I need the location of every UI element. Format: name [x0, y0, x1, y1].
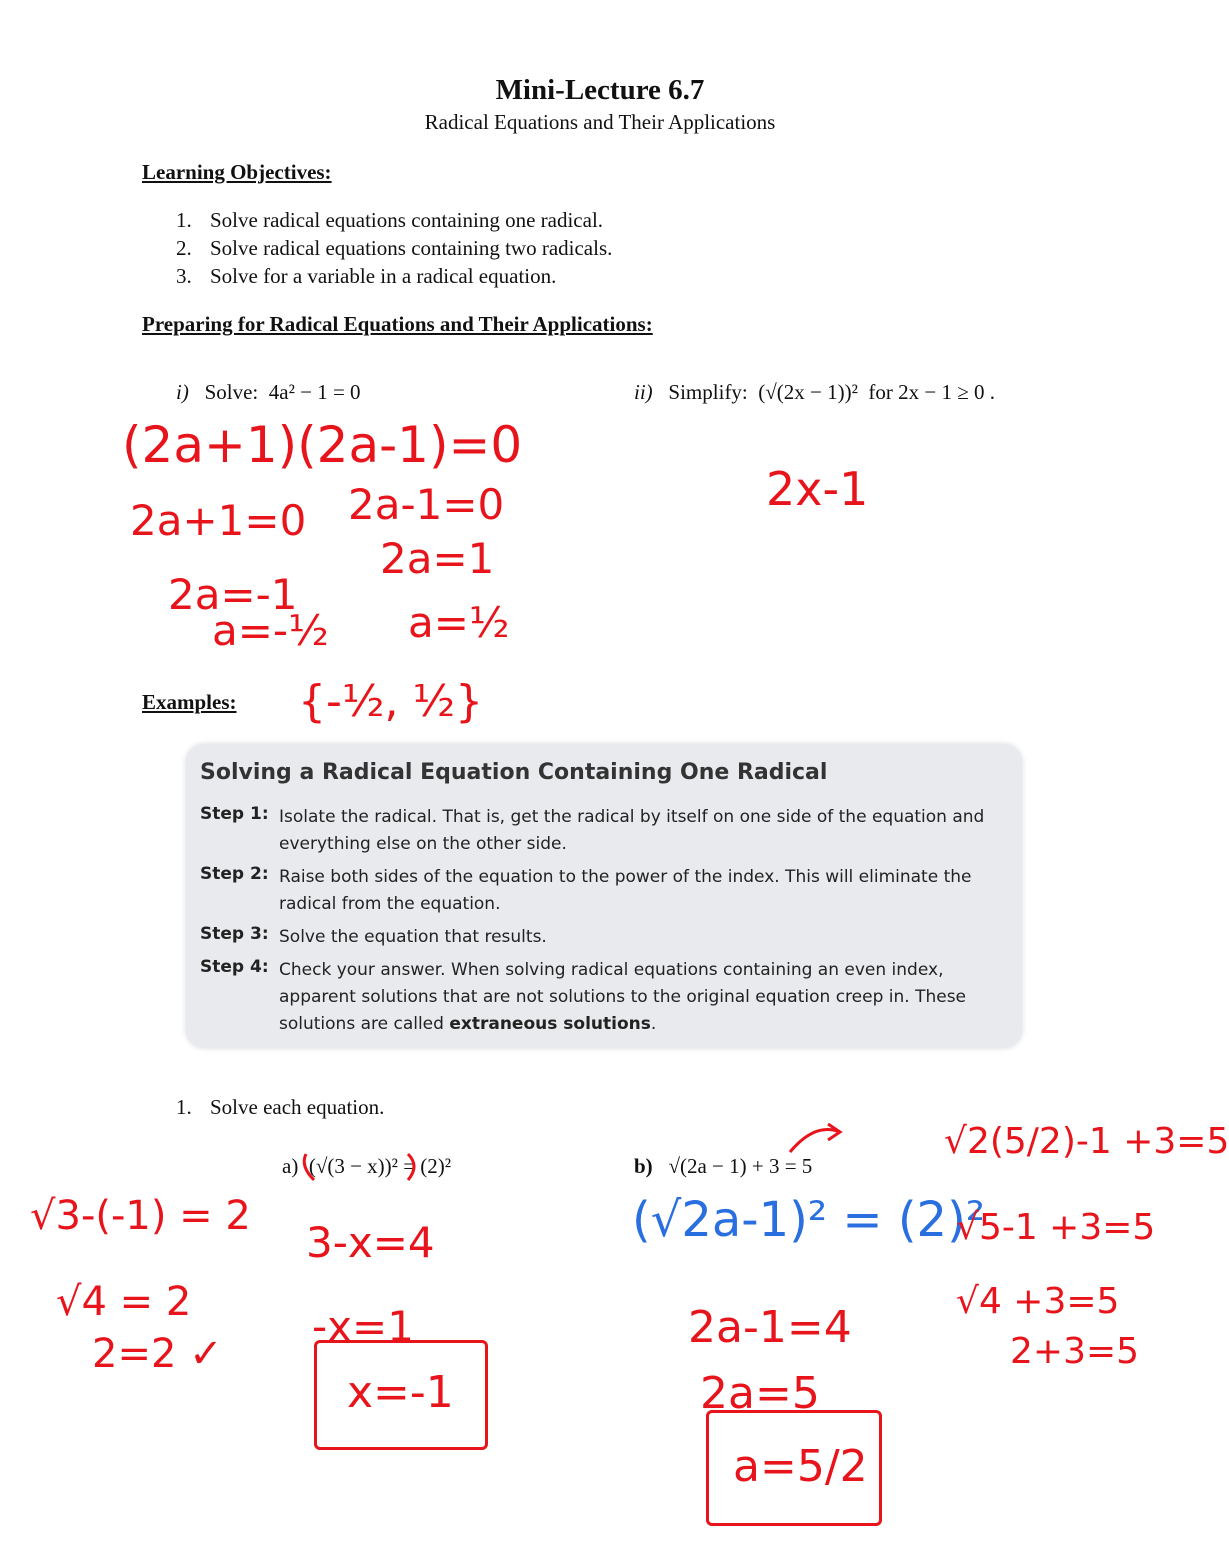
- hw-b-check3: √4 +3=5: [956, 1281, 1120, 1322]
- hw-b-answer: a=5/2: [733, 1441, 868, 1492]
- arrow-head: [828, 1124, 840, 1140]
- problem-i-expr: 4a² − 1 = 0: [268, 380, 361, 404]
- page-subtitle: Radical Equations and Their Applications: [424, 110, 776, 134]
- objective-number: 2.: [176, 236, 192, 260]
- step-text: Solve the equation that results.: [279, 927, 547, 947]
- part-b-label: b): [634, 1154, 653, 1178]
- problem-i-label: i): [176, 380, 189, 404]
- step-label: Step 2:: [200, 864, 269, 884]
- hw-i-left3: a=-½: [212, 606, 329, 655]
- problem-ii-label: ii): [634, 380, 653, 404]
- step-label: Step 4:: [200, 957, 269, 977]
- step-label: Step 1:: [200, 804, 269, 824]
- part-a-label: a): [282, 1154, 299, 1178]
- examples-heading: Examples:: [142, 690, 237, 714]
- hw-b-check2: √5-1 +3=5: [956, 1207, 1156, 1248]
- objective-number: 1.: [176, 208, 192, 232]
- problem-i-verb: Solve:: [204, 380, 259, 404]
- hw-a-check2: √4 = 2: [56, 1279, 192, 1325]
- hw-a-answer: x=-1: [347, 1367, 454, 1418]
- paren-stroke: [304, 1154, 314, 1180]
- step-text: Raise both sides of the equation to the power of the index. This will eliminate the radical from the equation.: [279, 867, 972, 914]
- problem-ii-verb: Simplify:: [668, 380, 748, 404]
- hw-i-solution-set: {-½, ½}: [298, 676, 484, 727]
- objective-number: 3.: [176, 264, 192, 288]
- hw-b-square: (√2a-1)² = (2)²: [632, 1192, 986, 1248]
- hw-b-step1: 2a-1=4: [688, 1302, 852, 1353]
- part-b-expr: √(2a − 1) + 3 = 5: [668, 1154, 813, 1178]
- procedure-title: Solving a Radical Equation Containing One Radical: [200, 760, 828, 785]
- exercise-text: Solve each equation.: [210, 1095, 385, 1119]
- hw-i-right2: 2a=1: [380, 534, 495, 583]
- hw-a-check3: 2=2 ✓: [92, 1331, 223, 1377]
- part-a-expr: (√(3 − x))² = (2)²: [308, 1154, 452, 1178]
- step-label: Step 3:: [200, 924, 269, 944]
- page-title: Mini-Lecture 6.7: [495, 74, 705, 106]
- hw-i-right3: a=½: [408, 598, 510, 647]
- problem-ii-expr: (√(2x − 1))²: [758, 380, 858, 404]
- hw-b-check4: 2+3=5: [1010, 1331, 1140, 1372]
- hw-a-check1: √3-(-1) = 2: [30, 1193, 251, 1239]
- step-text-end: .: [650, 1014, 657, 1034]
- hw-b-step2: 2a=5: [700, 1368, 820, 1419]
- arrow-stroke: [790, 1130, 840, 1153]
- hw-i-left1: 2a+1=0: [130, 496, 307, 545]
- paren-stroke: [408, 1154, 414, 1180]
- hw-i-right1: 2a-1=0: [348, 480, 505, 529]
- preparing-heading: Preparing for Radical Equations and Their Applications:: [142, 312, 653, 336]
- objectives-heading: Learning Objectives:: [142, 160, 332, 184]
- objective-text: Solve for a variable in a radical equation.: [210, 264, 557, 288]
- exercise-number: 1.: [176, 1095, 192, 1119]
- hw-i-left2: 2a=-1: [168, 570, 298, 619]
- hw-i-factor: (2a+1)(2a-1)=0: [122, 416, 523, 474]
- hw-a-step1: 3-x=4: [306, 1218, 435, 1267]
- hw-a-step2: -x=1: [312, 1302, 414, 1351]
- objective-text: Solve radical equations containing one radical.: [210, 208, 604, 232]
- objective-text: Solve radical equations containing two radicals.: [210, 236, 613, 260]
- hw-b-check1: √2(5/2)-1 +3=5: [944, 1121, 1229, 1162]
- extraneous-solutions-term: extraneous solutions: [449, 1014, 651, 1034]
- hw-ii-answer: 2x-1: [766, 462, 869, 516]
- step-text-main: Check your answer. When solving radical equations containing an even index, apparent solutions that are not solutions to the original equation creep in. These solutions are called: [279, 960, 967, 1034]
- step-text: Isolate the radical. That is, get the radical by itself on one side of the equation and everything else on the other side.: [279, 807, 985, 854]
- problem-ii-condition: for 2x − 1 ≥ 0 .: [868, 380, 996, 404]
